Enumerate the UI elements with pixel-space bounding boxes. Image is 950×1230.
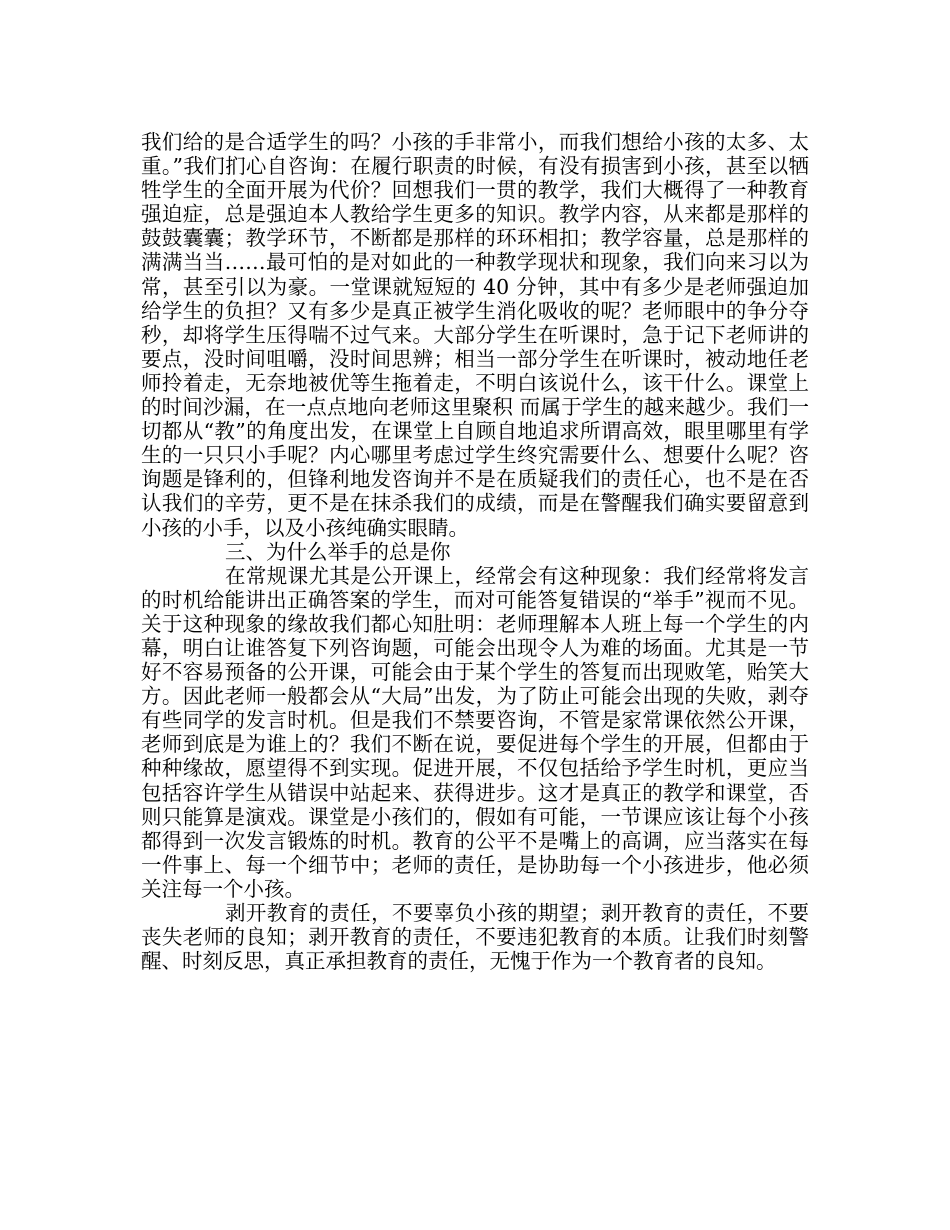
- document-page: [141, 130, 809, 973]
- paragraph-3: 剥开教育的责任，不要辜负小孩的期望；剥开教育的责任，不要丧失老师的良知；剥开教育的责任，不要违犯教育的本质。让我们时刻警醒、时刻反思，真正承担教育的责任，无愧于作为一个教育者的良知。: [141, 901, 809, 974]
- paragraph-1: 我们给的是合适学生的吗？小孩的手非常小，而我们想给小孩的太多、太重。”我们扪心自咨询：在履行职责的时候，有没有损害到小孩，甚至以牺牲学生的全面开展为代价？回想我们一贯的教学，我们大概得了一种教育强迫症，总是强迫本人教给学生更多的知识。教学内容，从来都是那样的鼓鼓囊囊；教学环节，不断都是那样的环环相扣；教学容量，总是那样的满满当当……最可怕的是对如此的一种教学现状和现象，我们向来习以为常，甚至引以为豪。一堂课就短短的 40 分钟，其中有多少是老师强迫加给学生的负担？又有多少是真正被学生消化吸收的呢？老师眼中的争分夺秒，却将学生压得喘不过气来。大部分学生在听课时，急于记下老师讲的要点，没时间咀嚼，没时间思辨；相当一部分学生在听课时，被动地任老师拎着走，无奈地被优等生拖着走，不明白该说什么，该干什么。课堂上的时间沙漏，在一点点地向老师这里聚积 而属于学生的越来越少。我们一切都从“教”的角度出发，在课堂上自顾自地追求所谓高效，眼里哪里有学生的一只只小手呢？内心哪里考虑过学生终究需要什么、想要什么呢？咨询题是锋利的，但锋利地发咨询并不是在质疑我们的责任心，也不是在否认我们的辛劳，更不是在抹杀我们的成绩，而是在警醒我们确实要留意到小孩的小手，以及小孩纯确实眼睛。: [141, 130, 809, 540]
- section-heading-3: 三、为什么举手的总是你: [225, 539, 451, 564]
- paragraph-2: 在常规课尤其是公开课上，经常会有这种现象：我们经常将发言的时机给能讲出正确答案的学生，而对可能答复错误的“举手”视而不见。关于这种现象的缘故我们都心知肚明：老师理解本人班上每一个学生的内幕，明白让谁答复下列咨询题，可能会出现令人为难的场面。尤其是一节好不容易预备的公开课，可能会由于某个学生的答复而出现败笔，贻笑大方。因此老师一般都会从“大局”出发，为了防止可能会出现的失败，剥夺有些同学的发言时机。但是我们不禁要咨询，不管是家常课依然公开课，老师到底是为谁上的？我们不断在说，要促进每个学生的开展，但都由于种种缘故，愿望得不到实现。促进开展，不仅包括给予学生时机，更应当包括容许学生从错误中站起来、获得进步。这才是真正的教学和课堂，否则只能算是演戏。课堂是小孩们的，假如有可能，一节课应该让每个小孩都得到一次发言锻炼的时机。教育的公平不是嘴上的高调，应当落实在每一件事上、每一个细节中；老师的责任，是协助每一个小孩进步，他必须关注每一个小孩。: [141, 563, 809, 901]
